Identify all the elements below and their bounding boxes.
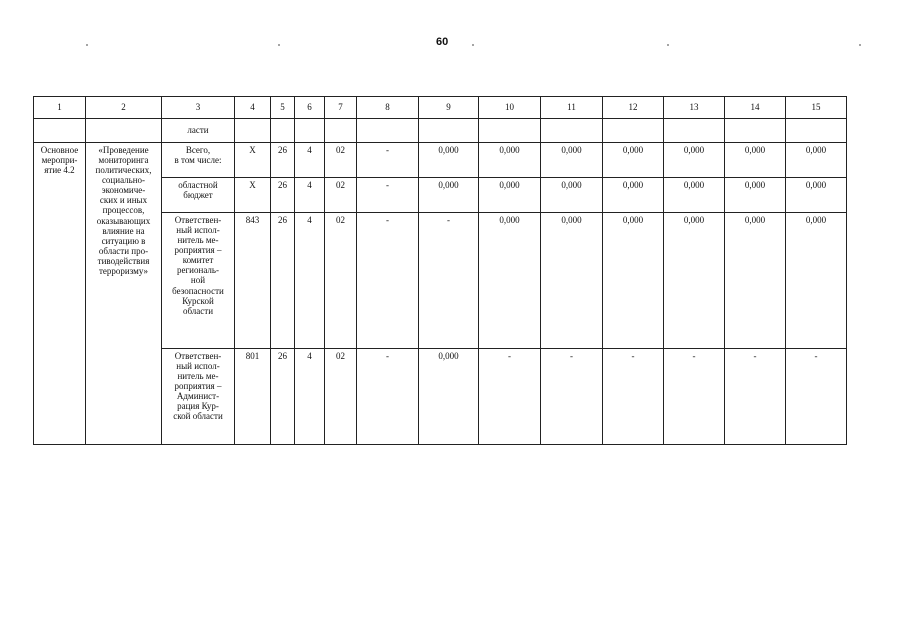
value-cell-col-12: 0,000 [603,213,664,349]
budget-table [33,96,847,445]
value-cell-col-15: 0,000 [786,178,847,213]
text-line: области про- [98,245,149,256]
value-cell-col-6: 4 [295,178,325,213]
text-line: ятие 4.2 [44,165,75,176]
value-cell-col-4: 843 [235,213,271,349]
text-line: политических, [95,165,152,176]
value-cell-col-7: 02 [325,178,357,213]
text-line: тиводействия [97,255,150,266]
value-cell-col-11: 0,000 [541,178,603,213]
value-cell-col-12: 0,000 [603,178,664,213]
text-line: комитет [182,255,214,266]
column-number-5: 5 [271,97,295,119]
measure-description-cell [86,143,162,445]
value-cell-col-9: - [419,213,479,349]
cell-empty [295,119,325,143]
cell-empty [34,119,86,143]
cell-empty [86,119,162,143]
column-number-row [34,97,847,119]
value-cell-col-13: 0,000 [664,213,725,349]
value-cell-col-13: 0,000 [664,143,725,178]
text-line: безопасности [172,285,224,296]
text-line: мониторинга [98,155,149,166]
value-cell-col-10: 0,000 [479,143,541,178]
cell-empty [603,119,664,143]
column-number-7: 7 [325,97,357,119]
measure-name-cell [34,143,86,445]
text-line: социально- [101,175,146,186]
value-cell-col-6: 4 [295,143,325,178]
value-cell-col-15: - [786,349,847,445]
value-cell-col-14: 0,000 [725,178,786,213]
value-cell-col-6: 4 [295,213,325,349]
scan-speck [278,44,280,46]
column-number-4: 4 [235,97,271,119]
column-number-14: 14 [725,97,786,119]
text-line: Всего, [185,145,211,155]
value-cell-col-9: 0,000 [419,143,479,178]
column-number-6: 6 [295,97,325,119]
value-cell-col-8: - [357,143,419,178]
value-cell-col-12: 0,000 [603,143,664,178]
text-line: областной [178,180,218,190]
scan-speck [472,44,474,46]
text-line: ный испол- [176,361,220,372]
table-row [34,143,847,178]
text-line: ских и иных [99,195,148,206]
value-cell-col-8: - [357,349,419,445]
text-line: бюджет [183,190,213,201]
value-cell-col-8: - [357,178,419,213]
text-line: оказывающих [96,215,151,226]
row-label-cell [162,213,235,349]
value-cell-col-5: 26 [271,143,295,178]
value-cell-col-5: 26 [271,178,295,213]
value-cell-col-4: 801 [235,349,271,445]
row-label-cell [162,349,235,445]
cell-empty [725,119,786,143]
text-line: ской области [173,411,223,422]
row-label-cell [162,178,235,213]
text-line: области [182,305,214,316]
text-line: терроризму» [98,265,149,276]
value-cell-col-7: 02 [325,349,357,445]
column-number-8: 8 [357,97,419,119]
text-line: ситуацию в [101,235,146,246]
cell-empty [325,119,357,143]
value-cell-col-15: 0,000 [786,213,847,349]
value-cell-col-9: 0,000 [419,178,479,213]
page-number: 60 [436,36,449,48]
value-cell-col-4: X [235,178,271,213]
value-cell-col-15: 0,000 [786,143,847,178]
value-cell-col-11: 0,000 [541,143,603,178]
column-number-10: 10 [479,97,541,119]
text-line: Ответствен- [174,215,222,225]
value-cell-col-11: 0,000 [541,213,603,349]
text-line: «Проведение [98,145,149,155]
text-line: роприятия – [174,381,222,392]
cell-empty [271,119,295,143]
cell-empty [541,119,603,143]
value-cell-col-10: - [479,349,541,445]
scan-speck [859,44,861,46]
text-line: нитель ме- [177,371,219,382]
cell-empty [357,119,419,143]
scan-speck [667,44,669,46]
continuation-text: ласти [162,119,235,143]
value-cell-col-13: 0,000 [664,178,725,213]
text-line: роприятия – [174,245,222,256]
text-line: в том числе: [174,155,222,166]
text-line: Основное [40,145,79,155]
text-line: региональ- [177,265,219,276]
column-number-2: 2 [86,97,162,119]
value-cell-col-7: 02 [325,143,357,178]
value-cell-col-14: 0,000 [725,143,786,178]
text-line: ной [190,275,206,286]
text-line: влияние на [102,225,145,236]
value-cell-col-10: 0,000 [479,213,541,349]
value-cell-col-7: 02 [325,213,357,349]
cell-empty [786,119,847,143]
cell-empty [419,119,479,143]
text-line: Админист- [176,391,220,402]
value-cell-col-6: 4 [295,349,325,445]
value-cell-col-13: - [664,349,725,445]
value-cell-col-10: 0,000 [479,178,541,213]
value-cell-col-5: 26 [271,349,295,445]
text-line: процессов, [102,205,145,216]
column-number-3: 3 [162,97,235,119]
value-cell-col-8: - [357,213,419,349]
text-line: Курской [182,295,214,306]
cell-empty [479,119,541,143]
text-line: рация Кур- [177,401,219,412]
cell-empty [235,119,271,143]
column-number-11: 11 [541,97,603,119]
text-line: экономиче- [101,185,146,196]
value-cell-col-14: - [725,349,786,445]
column-number-12: 12 [603,97,664,119]
value-cell-col-4: X [235,143,271,178]
row-label-cell [162,143,235,178]
text-line: ный испол- [176,225,220,236]
scan-speck [86,44,88,46]
value-cell-col-14: 0,000 [725,213,786,349]
value-cell-col-11: - [541,349,603,445]
value-cell-col-9: 0,000 [419,349,479,445]
column-number-15: 15 [786,97,847,119]
column-number-13: 13 [664,97,725,119]
column-number-1: 1 [34,97,86,119]
value-cell-col-5: 26 [271,213,295,349]
value-cell-col-12: - [603,349,664,445]
text-line: Ответствен- [174,351,222,361]
continuation-row [34,119,847,143]
text-line: меропри- [41,155,78,166]
column-number-9: 9 [419,97,479,119]
text-line: нитель ме- [177,235,219,246]
cell-empty [664,119,725,143]
